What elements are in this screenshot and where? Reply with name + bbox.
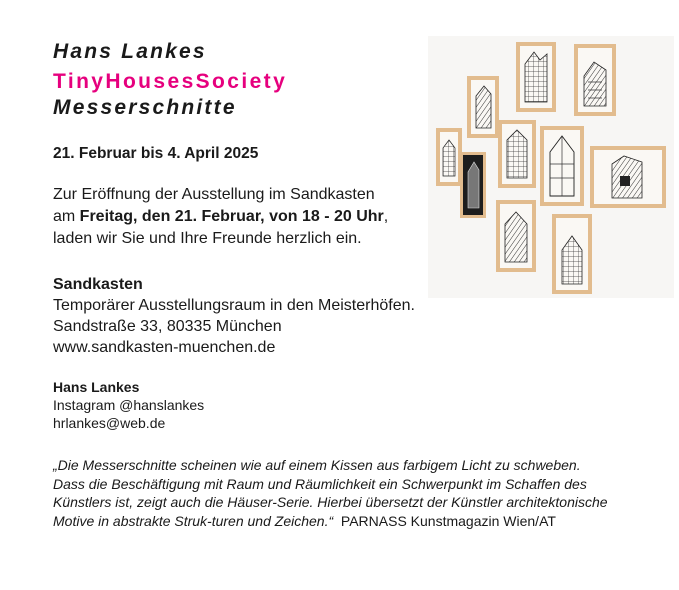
artwork-frame-5 <box>460 152 486 218</box>
venue-address: Sandstraße 33, 80335 München <box>53 318 282 335</box>
artist-name: Hans Lankes <box>53 379 140 395</box>
artwork-frame-6 <box>498 120 536 188</box>
artwork-frame-3 <box>574 44 616 116</box>
artwork-frame-8 <box>590 146 666 208</box>
venue-name: Sandkasten <box>53 276 143 293</box>
framed-artworks-image <box>428 36 674 298</box>
artwork-frame-4 <box>436 128 462 186</box>
invitation-text <box>53 184 388 250</box>
invitation-suffix: , <box>383 208 389 225</box>
quote-text: „Die Messerschnitte scheinen wie auf einem Kissen aus farbigem Licht zu schweben. Dass die Beschäftigung mit Raum und Räumlichkeit ein Schwerpunkt im Schaffen des Künstlers ist, zeigt auch die Häuser-Serie. Hierbei übersetzt der Künstler architektonische Motive in abstrakte Struk-turen und Zeichen.“ <box>53 457 608 529</box>
series-title: TinyHousesSociety <box>53 70 288 93</box>
artist-contact-block <box>53 378 204 432</box>
instagram-handle[interactable]: Instagram @hanslankes <box>53 397 205 413</box>
venue-description: Temporärer Ausstellungsraum in den Meisterhöfen. <box>53 297 415 314</box>
venue-block <box>53 274 415 358</box>
opening-time: Freitag, den 21. Februar, von 18 - 20 Uhr <box>79 208 384 225</box>
invitation-line-1: Zur Eröffnung der Ausstellung im Sandkasten <box>53 186 375 203</box>
artwork-frame-9 <box>496 200 536 272</box>
artist-email[interactable]: hrlankes@web.de <box>53 415 166 431</box>
venue-website-link[interactable]: www.sandkasten-muenchen.de <box>53 339 276 356</box>
artwork-frame-1 <box>467 76 499 138</box>
artwork-frame-7 <box>540 126 584 206</box>
exhibition-subtitle: Messerschnitte <box>53 96 237 119</box>
quote-source: PARNASS Kunstmagazin Wien/AT <box>340 512 556 529</box>
invitation-line-3: laden wir Sie und Ihre Freunde herzlich ein. <box>53 230 362 247</box>
artwork-frame-2 <box>516 42 556 112</box>
artwork-frame-10 <box>552 214 592 294</box>
press-quote <box>53 456 613 530</box>
exhibition-dates: 21. Februar bis 4. April 2025 <box>53 145 259 162</box>
invitation-prefix: am <box>53 208 80 225</box>
invitation-line-2 <box>53 206 388 228</box>
artist-name-title: Hans Lankes <box>53 40 207 63</box>
